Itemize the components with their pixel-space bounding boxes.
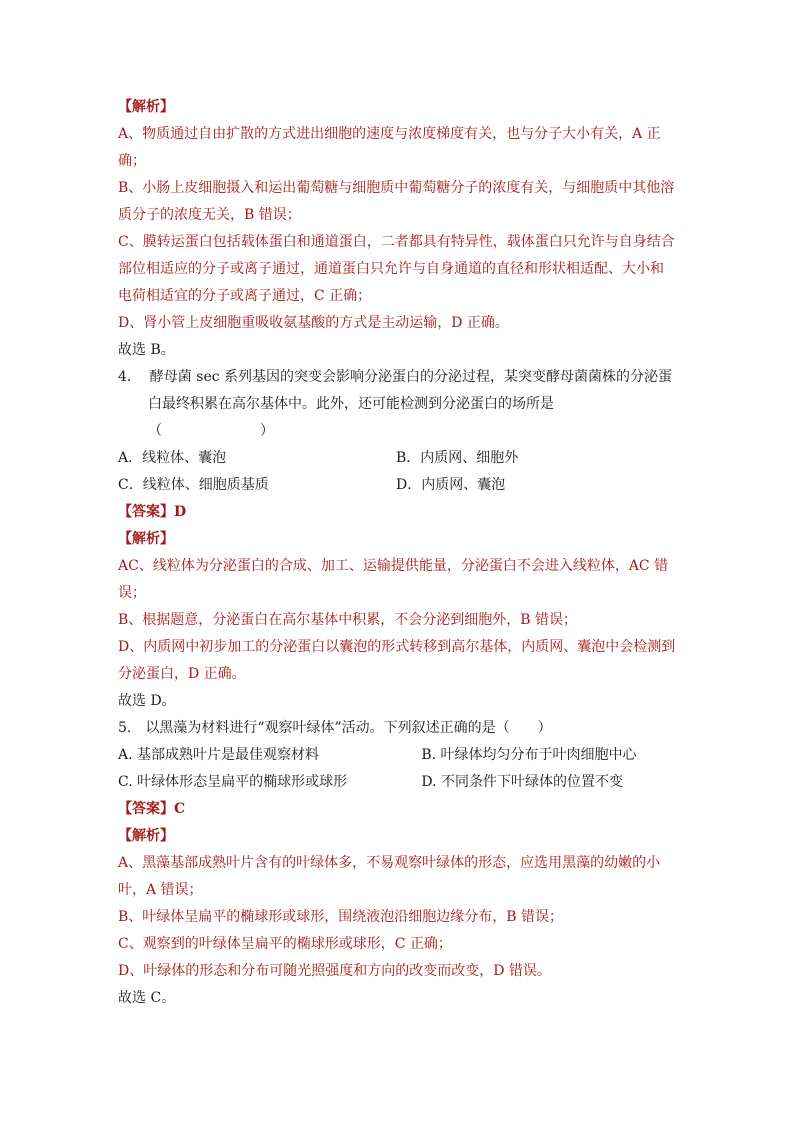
question-4-stem-cont: 白最终积累在高尔基体中。此外，还可能检测到分泌蛋白的场所是 xyxy=(148,396,554,412)
question-4-blank: （ ） xyxy=(148,423,274,439)
option-a: A. 基部成熟叶片是最佳观察材料 xyxy=(118,747,320,763)
analysis-line: B、小肠上皮细胞摄入和运出葡萄糖与细胞质中葡萄糖分子的浓度有关，与细胞质中其他溶 xyxy=(118,180,675,196)
analysis-line: 分泌蛋白，D 正确。 xyxy=(118,666,246,682)
analysis-line: AC、线粒体为分泌蛋白的合成、加工、运输提供能量，分泌蛋白不会进入线粒体，AC 错 xyxy=(118,558,669,574)
analysis-line: A、黑藻基部成熟叶片含有的叶绿体多，不易观察叶绿体的形态，应选用黑藻的幼嫩的小 xyxy=(118,855,661,871)
option-a: A．线粒体、囊泡 xyxy=(118,450,227,466)
analysis-line: 质分子的浓度无关，B 错误； xyxy=(118,207,301,223)
option-d: D. 不同条件下叶绿体的位置不变 xyxy=(421,774,623,790)
analysis-line: 误； xyxy=(118,585,146,601)
question-5-stem: 5. 以黑藻为材料进行“观察叶绿体”活动。下列叙述正确的是（ ） xyxy=(118,720,552,736)
question-5-options-row-1 xyxy=(118,742,680,769)
analysis-line: 确； xyxy=(118,153,146,169)
question-4-options-row-1 xyxy=(118,445,680,472)
option-d: D．内质网、囊泡 xyxy=(396,477,506,493)
question-5-options-row-2 xyxy=(118,769,680,796)
analysis-line: 叶，A 错误； xyxy=(118,882,203,898)
analysis-heading: 【解析】 xyxy=(118,828,174,844)
option-c: C. 叶绿体形态呈扁平的椭球形或球形 xyxy=(118,774,348,790)
analysis-line: C、观察到的叶绿体呈扁平的椭球形或球形，C 正确； xyxy=(118,936,452,952)
question-4-stem: 4. 酵母菌 sec 系列基因的突变会影响分泌蛋白的分泌过程，某突变酵母菌菌株的分泌蛋 xyxy=(118,369,673,385)
analysis-line: B、根据题意，分泌蛋白在高尔基体中积累，不会分泌到细胞外，B 错误； xyxy=(118,612,578,628)
analysis-line: D、叶绿体的形态和分布可随光照强度和方向的改变而改变，D 错误。 xyxy=(118,963,551,979)
analysis-line: B、叶绿体呈扁平的椭球形或球形，围绕液泡沿细胞边缘分布，B 错误； xyxy=(118,909,564,925)
analysis-heading: 【解析】 xyxy=(118,531,174,547)
analysis-line: D、肾小管上皮细胞重吸收氨基酸的方式是主动运输，D 正确。 xyxy=(118,315,509,331)
option-b: B．内质网、细胞外 xyxy=(396,450,519,466)
option-c: C．线粒体、细胞质基质 xyxy=(118,477,269,493)
analysis-heading: 【解析】 xyxy=(118,99,174,115)
option-b: B. 叶绿体均匀分布于叶肉细胞中心 xyxy=(421,747,637,763)
analysis-line: C、膜转运蛋白包括载体蛋白和通道蛋白，二者都具有特异性，载体蛋白只允许与自身结合 xyxy=(118,234,675,250)
conclusion: 故选 B。 xyxy=(118,342,175,358)
analysis-line: 部位相适应的分子或离子通过，通道蛋白只允许与自身通道的直径和形状相适配、大小和 xyxy=(118,261,664,277)
analysis-line: D、内质网中初步加工的分泌蛋白以囊泡的形式转移到高尔基体，内质网、囊泡中会检测到 xyxy=(118,639,676,655)
answer-label: 【答案】C xyxy=(118,801,186,817)
document-content xyxy=(118,94,680,1012)
answer-label: 【答案】D xyxy=(118,504,187,520)
analysis-line: A、物质通过自由扩散的方式进出细胞的速度与浓度梯度有关，也与分子大小有关，A 正 xyxy=(118,126,661,142)
question-4-options-row-2 xyxy=(118,472,680,499)
conclusion: 故选 D。 xyxy=(118,693,176,709)
conclusion: 故选 C。 xyxy=(118,990,176,1006)
analysis-line: 电荷相适宜的分子或离子通过，C 正确； xyxy=(118,288,372,304)
